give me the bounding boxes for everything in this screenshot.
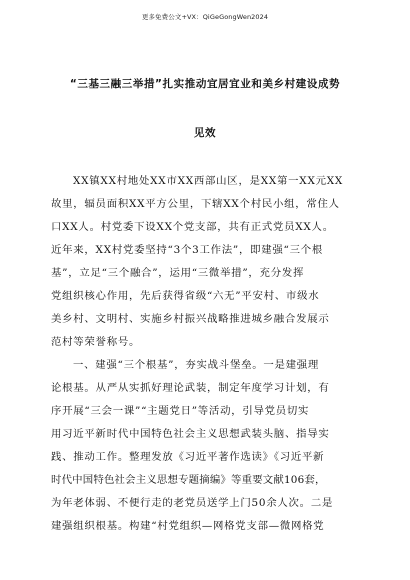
document-title-line-2: 见效	[193, 127, 217, 139]
body-line: 用习近平新时代中国特色社会主义思想武装头脑、指导实	[51, 428, 330, 440]
body-line: 为年老体弱、不便行走的老党员送学上门50余人次。二是	[51, 497, 334, 509]
body-line: 序开展“三会一课”“主题党日”等活动，引导党员切实	[51, 405, 310, 417]
body-line: 基”，立足“三个融合”，运用“三微举措”，充分发挥	[51, 267, 305, 279]
body-line: 党组织核心作用，先后获得省级“六无”平安村、市级水	[51, 290, 320, 302]
body-line: 论根基。从严从实抓好理论武装，制定年度学习计划，有	[51, 382, 330, 394]
body-line: 口XX人。村党委下设XX个党支部，共有正式党员XX人。	[51, 221, 334, 233]
body-line: XX镇XX村地处XX市XX西部山区，是XX第一XX元XX	[73, 175, 344, 187]
body-line: 践、推动工作。整理发放《习近平著作选读》《习近平新	[51, 451, 325, 463]
body-line: 范村等荣誉称号。	[51, 336, 141, 348]
body-line: 美乡村、文明村、实施乡村振兴战略推进城乡融合发展示	[51, 313, 330, 325]
body-line: 故里，辐员面积XX平方公里，下辖XX个村民小组，常住人	[51, 198, 340, 210]
header-note: 更多免费公文+VX：QiGeGongWen2024	[141, 13, 269, 21]
document-title-line-1: “三基三融三举措”扎实推动宜居宜业和美乡村建设成势	[69, 78, 341, 90]
body-line: 一、建强“三个根基”，夯实战斗堡垒。一是建强理	[73, 359, 320, 371]
body-line: 时代中国特色社会主义思想专题摘编》等重要文献106套，	[51, 474, 326, 486]
document-body	[51, 170, 357, 538]
body-line: 建强组织根基。构建“村党组织—网格党支部—微网格党	[51, 520, 325, 532]
body-line: 近年来，XX村党委坚持“3个3工作法”，即建强“三个根	[51, 244, 324, 256]
